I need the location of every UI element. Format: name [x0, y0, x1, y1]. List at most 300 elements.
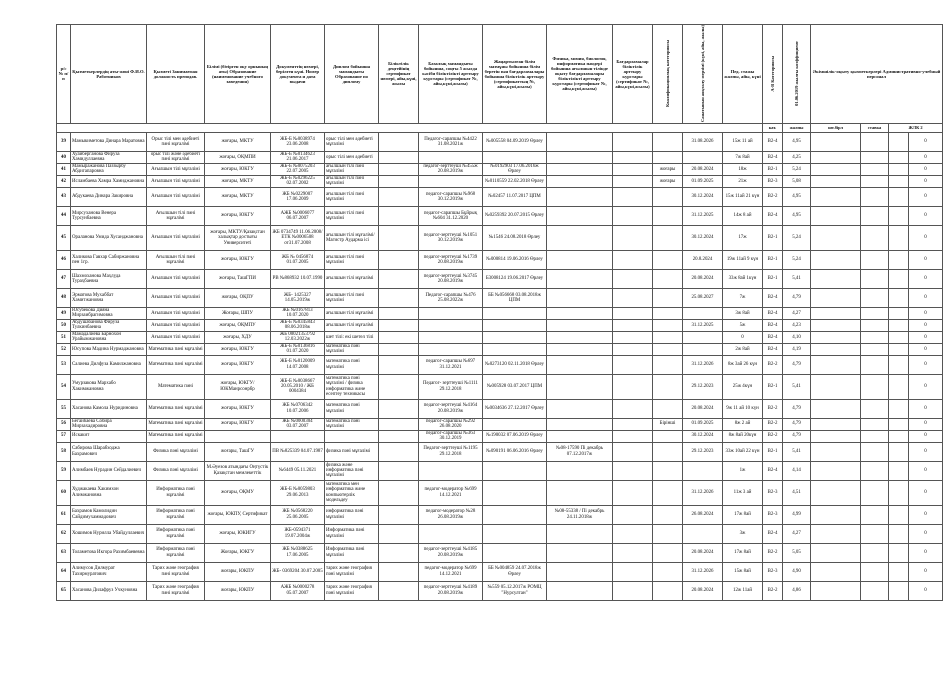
- row-education: жоғары, ТашГПИ: [205, 269, 271, 288]
- row-course-general: [419, 175, 483, 187]
- row-diploma: ағылшын тілі мұғалімі: [325, 307, 379, 319]
- row-course-inclusive: Б3008124 19.06.2017 Өрлеу: [483, 269, 547, 288]
- row-number: 54: [57, 374, 71, 399]
- row-category-date: 30.12.2024: [683, 225, 723, 250]
- row-zhlk: 0: [909, 250, 943, 269]
- row-units: [811, 225, 861, 250]
- row-category-q: [653, 206, 683, 225]
- row-position: Ағылшын тілі мұғалімі: [147, 269, 205, 288]
- row-course-general: педагог-модератор №699 14.12.2021: [419, 562, 483, 581]
- row-diploma: математика пәні мұғалімі: [325, 343, 379, 355]
- row-cat-ab: В2-4: [763, 343, 783, 355]
- row-education: жоғары, ТашГУ: [205, 442, 271, 461]
- table-row: [57, 132, 943, 151]
- row-cat-ab: В2-3: [763, 175, 783, 187]
- row-extra: [889, 250, 909, 269]
- row-document: ЖБ-Б №0059803 29.06.2013: [271, 480, 325, 505]
- row-course-general: педагог-сарапшы №292 26.08.2020: [419, 418, 483, 430]
- row-zhlk: 0: [909, 187, 943, 206]
- row-category-date: [683, 151, 723, 163]
- row-zhlk: 0: [909, 163, 943, 175]
- row-experience: 17ж 8ай: [723, 543, 763, 562]
- row-category-q: [653, 374, 683, 399]
- row-education: жоғары, ЮКПУ: [205, 581, 271, 600]
- row-course-trilingual: [613, 480, 653, 505]
- row-extra: [889, 187, 909, 206]
- row-coef: 4,95: [783, 187, 811, 206]
- row-units: [811, 480, 861, 505]
- row-course-inclusive: №005558 04.09.2019 Өрлеу: [483, 132, 547, 151]
- table-row: [57, 543, 943, 562]
- row-category-date: 20.08.2024: [683, 269, 723, 288]
- row-rate: [861, 288, 889, 307]
- row-document: ЖБ-Б №0075203 22.07.2005: [271, 163, 325, 175]
- row-category-date: 29.12.2023: [683, 374, 723, 399]
- row-zhlk: 0: [909, 524, 943, 543]
- row-fio: Сабирова Шарабходжа Бахрамович: [71, 442, 147, 461]
- row-course-inclusive: №0034636 27.12.2017 Өрлеу: [483, 399, 547, 418]
- row-number: 45: [57, 225, 71, 250]
- row-category-date: 31.08.2026: [683, 132, 723, 151]
- row-rate: [861, 343, 889, 355]
- row-units: [811, 562, 861, 581]
- row-cat-ab: В2-3: [763, 505, 783, 524]
- row-position: Физика пәні мұғалімі: [147, 442, 205, 461]
- row-course-stem: [547, 581, 613, 600]
- row-course-trilingual: [613, 461, 653, 480]
- row-extra: [889, 269, 909, 288]
- row-course-inclusive: [483, 331, 547, 343]
- row-cat-ab: В2-2: [763, 418, 783, 430]
- row-position: Математика пәні мұғалімі: [147, 355, 205, 374]
- table-row: [57, 331, 943, 343]
- sub-rate: ставка: [861, 123, 889, 132]
- table-row: [57, 480, 943, 505]
- row-category-q: [653, 151, 683, 163]
- row-position: Ағылшын тілі пәні мұғалімі: [147, 206, 205, 225]
- row-zhlk: 0: [909, 543, 943, 562]
- row-coef: 5,41: [783, 374, 811, 399]
- row-extra: [889, 461, 909, 480]
- row-course-inclusive: №190032 07.06.2019 Өрлеу: [483, 430, 547, 442]
- col-category-q: [653, 25, 683, 124]
- row-number: 63: [57, 543, 71, 562]
- table-row: [57, 175, 943, 187]
- row-diploma: математика пәні мұғалімі: [325, 418, 379, 430]
- row-fio: Абдукаева Динара Закировна: [71, 187, 147, 206]
- row-rate: [861, 480, 889, 505]
- row-number: 65: [57, 581, 71, 600]
- row-course-general: Педагог- зерттеуші №1111 29.12.2018: [419, 374, 483, 399]
- row-qual: [379, 374, 419, 399]
- row-category-q: [653, 442, 683, 461]
- row-course-stem: [547, 355, 613, 374]
- row-experience: 8ж 3ай 26 күн: [723, 355, 763, 374]
- row-position: Тарих және география пәні мұғалімі: [147, 581, 205, 600]
- row-position: Ағылшын тілі пәні мұғалімі: [147, 250, 205, 269]
- row-education: жоғары, МКТУ/Қазақстан халықтар достығы Университеті: [205, 225, 271, 250]
- row-course-general: [419, 319, 483, 331]
- row-course-general: педагог-сарапшы №363 30.12.2019: [419, 430, 483, 442]
- row-document: ЖБ-Б №0038974 23.06.2008: [271, 132, 325, 151]
- row-diploma: физика пәні мұғалімі: [325, 442, 379, 461]
- row-course-inclusive: ББ №004859 24.07.2018ж Өрлеу: [483, 562, 547, 581]
- table-row: [57, 374, 943, 399]
- row-extra: [889, 505, 909, 524]
- row-position: Информатика пәні мұғалімі: [147, 480, 205, 505]
- row-course-general: [419, 343, 483, 355]
- row-category-date: [683, 307, 723, 319]
- row-course-stem: [547, 418, 613, 430]
- row-number: 62: [57, 524, 71, 543]
- row-zhlk: 0: [909, 430, 943, 442]
- row-coef: 4,27: [783, 307, 811, 319]
- row-category-q: Бірінші: [653, 418, 683, 430]
- row-course-stem: №08-55338 / Пі декабрь 24.11.2018ж: [547, 505, 613, 524]
- row-rate: [861, 163, 889, 175]
- row-course-inclusive: №0192903 17.06.2016ж Өрлеу: [483, 163, 547, 175]
- row-units: [811, 581, 861, 600]
- row-diploma: орыс тілі мен әдебиеті: [325, 151, 379, 163]
- col-course-stem: Физика, химия, биология, информатика пәндері бойынша ағылшын тілінде оқыту бағдарламалары біліктілікті арттыру курстары (сертификат №, айы,күні,жылы): [547, 25, 613, 124]
- row-rate: [861, 442, 889, 461]
- row-extra: [889, 343, 909, 355]
- row-extra: [889, 163, 909, 175]
- header-row: [57, 25, 943, 124]
- row-education: жоғары, ЮКПУ, Сертификат: [205, 505, 271, 524]
- row-position: Математика пәні: [147, 374, 205, 399]
- row-category-date: 01.09.2025: [683, 418, 723, 430]
- row-qual: [379, 543, 419, 562]
- row-experience: 5ж: [723, 319, 763, 331]
- row-diploma: Информатика пәні мұғалімі: [325, 543, 379, 562]
- row-course-inclusive: [483, 543, 547, 562]
- row-experience: 17ж: [723, 225, 763, 250]
- row-rate: [861, 250, 889, 269]
- row-course-inclusive: №0273120 02.11.2018 Өрлеу: [483, 355, 547, 374]
- row-course-stem: [547, 374, 613, 399]
- row-category-q: [653, 355, 683, 374]
- row-fio: Хуайберганова Фируза Хамидуллаевна: [71, 151, 147, 163]
- row-coef: 4,95: [783, 206, 811, 225]
- row-category-q: [653, 581, 683, 600]
- row-cat-ab: В2-4: [763, 151, 783, 163]
- row-cat-ab: В2-2: [763, 399, 783, 418]
- row-education: жоғары, ОҚМУ: [205, 480, 271, 505]
- row-document: ЖБ-Б №0038667 20.05.2010 / ЖБ 0004384: [271, 374, 325, 399]
- table-row: [57, 151, 943, 163]
- row-experience: 8ж 2 ай: [723, 418, 763, 430]
- row-course-stem: №08-17590 Пі декабрь 07.12.2017ж: [547, 442, 613, 461]
- row-units: [811, 206, 861, 225]
- row-zhlk: 0: [909, 374, 943, 399]
- row-diploma: физика және информатика пәні мұғалімі: [325, 461, 379, 480]
- row-course-general: [419, 331, 483, 343]
- row-zhlk: 0: [909, 505, 943, 524]
- row-course-general: [419, 151, 483, 163]
- row-number: 53: [57, 355, 71, 374]
- row-category-date: 30.12.2024: [683, 187, 723, 206]
- row-education: жоғары, ЮКГУ: [205, 250, 271, 269]
- row-number: 43: [57, 187, 71, 206]
- row-experience: 14ж 8 ай: [723, 206, 763, 225]
- row-coef: 4,23: [783, 319, 811, 331]
- row-position: Математика пәні мұғалімі: [147, 418, 205, 430]
- row-cat-ab: В2-2: [763, 581, 783, 600]
- row-cat-ab: В2-3: [763, 562, 783, 581]
- row-number: 46: [57, 250, 71, 269]
- row-experience: 11ж 3 ай: [723, 480, 763, 505]
- row-category-q: [653, 307, 683, 319]
- row-course-inclusive: [483, 505, 547, 524]
- row-course-stem: [547, 331, 613, 343]
- row-fio: Искакит: [71, 430, 147, 442]
- row-course-stem: [547, 524, 613, 543]
- row-education: жоғары, ЮКГУ: [205, 399, 271, 418]
- row-diploma: математика пәні мұғалімі: [325, 355, 379, 374]
- row-extra: [889, 355, 909, 374]
- row-course-trilingual: [613, 187, 653, 206]
- row-experience: 15ж 11ай 21 күн: [723, 187, 763, 206]
- row-coef: 4,79: [783, 288, 811, 307]
- row-course-trilingual: [613, 505, 653, 524]
- row-course-trilingual: [613, 269, 653, 288]
- row-units: [811, 319, 861, 331]
- row-diploma: математика мен информатика және компьютерлік модельдеу: [325, 480, 379, 505]
- row-category-date: 29.12.2023: [683, 442, 723, 461]
- row-rate: [861, 399, 889, 418]
- row-position: Ағылшын тілі мұғалімі: [147, 307, 205, 319]
- row-units: [811, 505, 861, 524]
- row-rate: [861, 307, 889, 319]
- row-course-inclusive: ББ №056668 03.08.2018ж ЦПМ: [483, 288, 547, 307]
- row-course-trilingual: [613, 543, 653, 562]
- row-cat-ab: В2-1: [763, 250, 783, 269]
- row-education: жоғары, ЮКГУ: [205, 343, 271, 355]
- table-row: [57, 319, 943, 331]
- row-category-q: [653, 399, 683, 418]
- row-fio: Салиева Дилфуза Камилжановна: [71, 355, 147, 374]
- row-diploma: математика пәні мұғалімі: [325, 399, 379, 418]
- row-zhlk: 0: [909, 442, 943, 461]
- row-rate: [861, 132, 889, 151]
- row-diploma: шет тілі: екі шетел тілі: [325, 331, 379, 343]
- col-num: р/с № п/п: [57, 25, 71, 124]
- row-document: [271, 430, 325, 442]
- row-course-inclusive: [483, 151, 547, 163]
- row-education: жоғары, ЮКГУ: [205, 355, 271, 374]
- row-cat-ab: В2-4: [763, 319, 783, 331]
- row-course-general: педагог-модератор №699 14.12.2021: [419, 480, 483, 505]
- row-extra: [889, 562, 909, 581]
- row-rate: [861, 374, 889, 399]
- sub-cat: кат.: [763, 123, 783, 132]
- row-cat-ab: В2-1: [763, 163, 783, 175]
- row-diploma: тарих және география пәні мұғалімі: [325, 581, 379, 600]
- row-experience: 21ж: [723, 175, 763, 187]
- row-fio: Юсубекова Дияна Мирзаибрагимовна: [71, 307, 147, 319]
- row-units: [811, 524, 861, 543]
- col-experience: Пед. стажы жалпы, айы, күні: [723, 25, 763, 124]
- row-zhlk: 0: [909, 562, 943, 581]
- row-fio: Шахмоханова Маҳлуда Тураҳбаевна: [71, 269, 147, 288]
- row-rate: [861, 269, 889, 288]
- row-course-trilingual: [613, 581, 653, 600]
- row-position: Информатика пәні мұғалімі: [147, 543, 205, 562]
- row-fio: Умурзакова Мархабо Хакимжановна: [71, 374, 147, 399]
- row-experience: 15ж 11 ай: [723, 132, 763, 151]
- row-category-date: [683, 461, 723, 480]
- row-diploma: ағылшын тілі пәні мұғалімі: [325, 250, 379, 269]
- row-fio: Бахрамов Камолидин Сайдимухаммадович: [71, 505, 147, 524]
- row-rate: [861, 461, 889, 480]
- row-number: 58: [57, 442, 71, 461]
- row-category-date: 31.12.2026: [683, 562, 723, 581]
- row-experience: 2ж 8ай: [723, 343, 763, 355]
- row-number: 39: [57, 132, 71, 151]
- row-category-date: 31.12.2026: [683, 355, 723, 374]
- table-row: [57, 461, 943, 480]
- row-coef: 4,99: [783, 505, 811, 524]
- row-rate: [861, 331, 889, 343]
- row-number: 40: [57, 151, 71, 163]
- row-zhlk: 0: [909, 418, 943, 430]
- row-rate: [861, 206, 889, 225]
- row-units: [811, 399, 861, 418]
- row-document: РВ №868932 10.07.1990: [271, 269, 325, 288]
- row-course-general: Педагог-сарапшы №476 25.08.2022ж: [419, 288, 483, 307]
- row-course-general: [419, 461, 483, 480]
- row-qual: [379, 562, 419, 581]
- table-body: [57, 132, 943, 600]
- row-rate: [861, 187, 889, 206]
- row-coef: 4,79: [783, 430, 811, 442]
- row-course-general: педагог-зерттеуші №4189 20.08.2019ж: [419, 581, 483, 600]
- row-zhlk: 0: [909, 151, 943, 163]
- row-coef: 5,24: [783, 225, 811, 250]
- row-category-date: 20.08.2024: [683, 581, 723, 600]
- row-zhlk: 0: [909, 461, 943, 480]
- row-course-inclusive: №559 05.12.2017ж РОМЦ "Нурсултан": [483, 581, 547, 600]
- row-number: 51: [57, 331, 71, 343]
- row-extra: [889, 331, 909, 343]
- row-cat-ab: В2-1: [763, 225, 783, 250]
- row-position: Ағылшын тілі мұғалімі: [147, 163, 205, 175]
- row-course-trilingual: [613, 524, 653, 543]
- row-extra: [889, 319, 909, 331]
- row-experience: 19ж 11ай 9 күн: [723, 250, 763, 269]
- row-experience: 0: [723, 331, 763, 343]
- row-cat-ab: В2-4: [763, 288, 783, 307]
- row-zhlk: 0: [909, 319, 943, 331]
- row-units: [811, 132, 861, 151]
- row-category-q: [653, 187, 683, 206]
- row-experience: 1ж: [723, 461, 763, 480]
- row-position: Ағылшын тілі мұғалімі: [147, 187, 205, 206]
- row-fio: Эрматова Мухаббат Хамитжановна: [71, 288, 147, 307]
- row-diploma: ағылшын тілі мұғалімі/Магистр Аударма ісі: [325, 225, 379, 250]
- row-number: 61: [57, 505, 71, 524]
- row-course-general: педагог-зерттеуші №4164 20.08.2019ж: [419, 399, 483, 418]
- row-category-q: [653, 524, 683, 543]
- row-coef: 4,86: [783, 581, 811, 600]
- row-category-q: [653, 480, 683, 505]
- row-diploma: ағылшын тілі пәні мұғалімі: [325, 175, 379, 187]
- row-coef: 5,24: [783, 250, 811, 269]
- row-experience: 7ж: [723, 288, 763, 307]
- row-number: 44: [57, 206, 71, 225]
- row-qual: [379, 269, 419, 288]
- row-education: Жоғары, ЮКГУ: [205, 543, 271, 562]
- row-extra: [889, 399, 909, 418]
- row-course-general: педагог-сарапшы №968 30.12.2019ж: [419, 187, 483, 206]
- row-qual: [379, 163, 419, 175]
- row-course-trilingual: [613, 163, 653, 175]
- row-course-stem: [547, 343, 613, 355]
- row-zhlk: 0: [909, 307, 943, 319]
- row-zhlk: 0: [909, 355, 943, 374]
- row-qual: [379, 319, 419, 331]
- row-coef: 5,41: [783, 269, 811, 288]
- row-qual: [379, 505, 419, 524]
- row-category-q: [653, 343, 683, 355]
- row-extra: [889, 288, 909, 307]
- row-cat-ab: В2-2: [763, 355, 783, 374]
- row-coef: 4,19: [783, 343, 811, 355]
- row-diploma: ағылшын тілі мұғалімі: [325, 319, 379, 331]
- row-number: 47: [57, 269, 71, 288]
- row-document: ЖБ-0594371 19.07.2004ж: [271, 524, 325, 543]
- row-coef: 5,08: [783, 175, 811, 187]
- row-number: 41: [57, 163, 71, 175]
- col-education: Білімі (бітірген оқу орнының аты) Образование (наименование учебного заведения): [205, 25, 271, 124]
- row-qual: [379, 151, 419, 163]
- row-number: 52: [57, 343, 71, 355]
- coef-label: 01.06.2019 жылғы коэффициент: [794, 41, 799, 106]
- row-fio: Худжакаева Хакимхон Алимжановна: [71, 480, 147, 505]
- row-course-general: педагог-зерттеуші №1051 30.12.2019ж: [419, 225, 483, 250]
- row-coef: 4,90: [783, 562, 811, 581]
- row-qual: [379, 132, 419, 151]
- row-units: [811, 187, 861, 206]
- row-diploma: орыс тілі мен әдебиеті мұғалімі: [325, 132, 379, 151]
- row-course-inclusive: №0259392 20.07.2015 Өрлеу: [483, 206, 547, 225]
- row-number: 57: [57, 430, 71, 442]
- row-diploma: информатика пәні мұғалімі: [325, 505, 379, 524]
- table-row: [57, 562, 943, 581]
- table-row: [57, 399, 943, 418]
- row-zhlk: 0: [909, 399, 943, 418]
- row-qual: [379, 225, 419, 250]
- sub-zhlk: ЖЛК 2: [889, 123, 943, 132]
- row-diploma: ағылшын тілі мұғалімі: [325, 269, 379, 288]
- row-course-inclusive: [483, 319, 547, 331]
- row-course-stem: [547, 307, 613, 319]
- row-rate: [861, 430, 889, 442]
- row-zhlk: 0: [909, 206, 943, 225]
- table-row: [57, 187, 943, 206]
- col-position: Қызметі Занимаемая должность преподав.: [147, 25, 205, 124]
- row-fio: Алимусов Дилмурат Тахирмуратович: [71, 562, 147, 581]
- row-number: 56: [57, 418, 71, 430]
- row-qual: [379, 343, 419, 355]
- row-extra: [889, 132, 909, 151]
- row-qual: [379, 418, 419, 430]
- row-fio: Юсупова Мадина Нурмаджановна: [71, 343, 147, 355]
- row-course-trilingual: [613, 288, 653, 307]
- row-education: Жоғары, ШПУ: [205, 307, 271, 319]
- row-coef: 4,95: [783, 132, 811, 151]
